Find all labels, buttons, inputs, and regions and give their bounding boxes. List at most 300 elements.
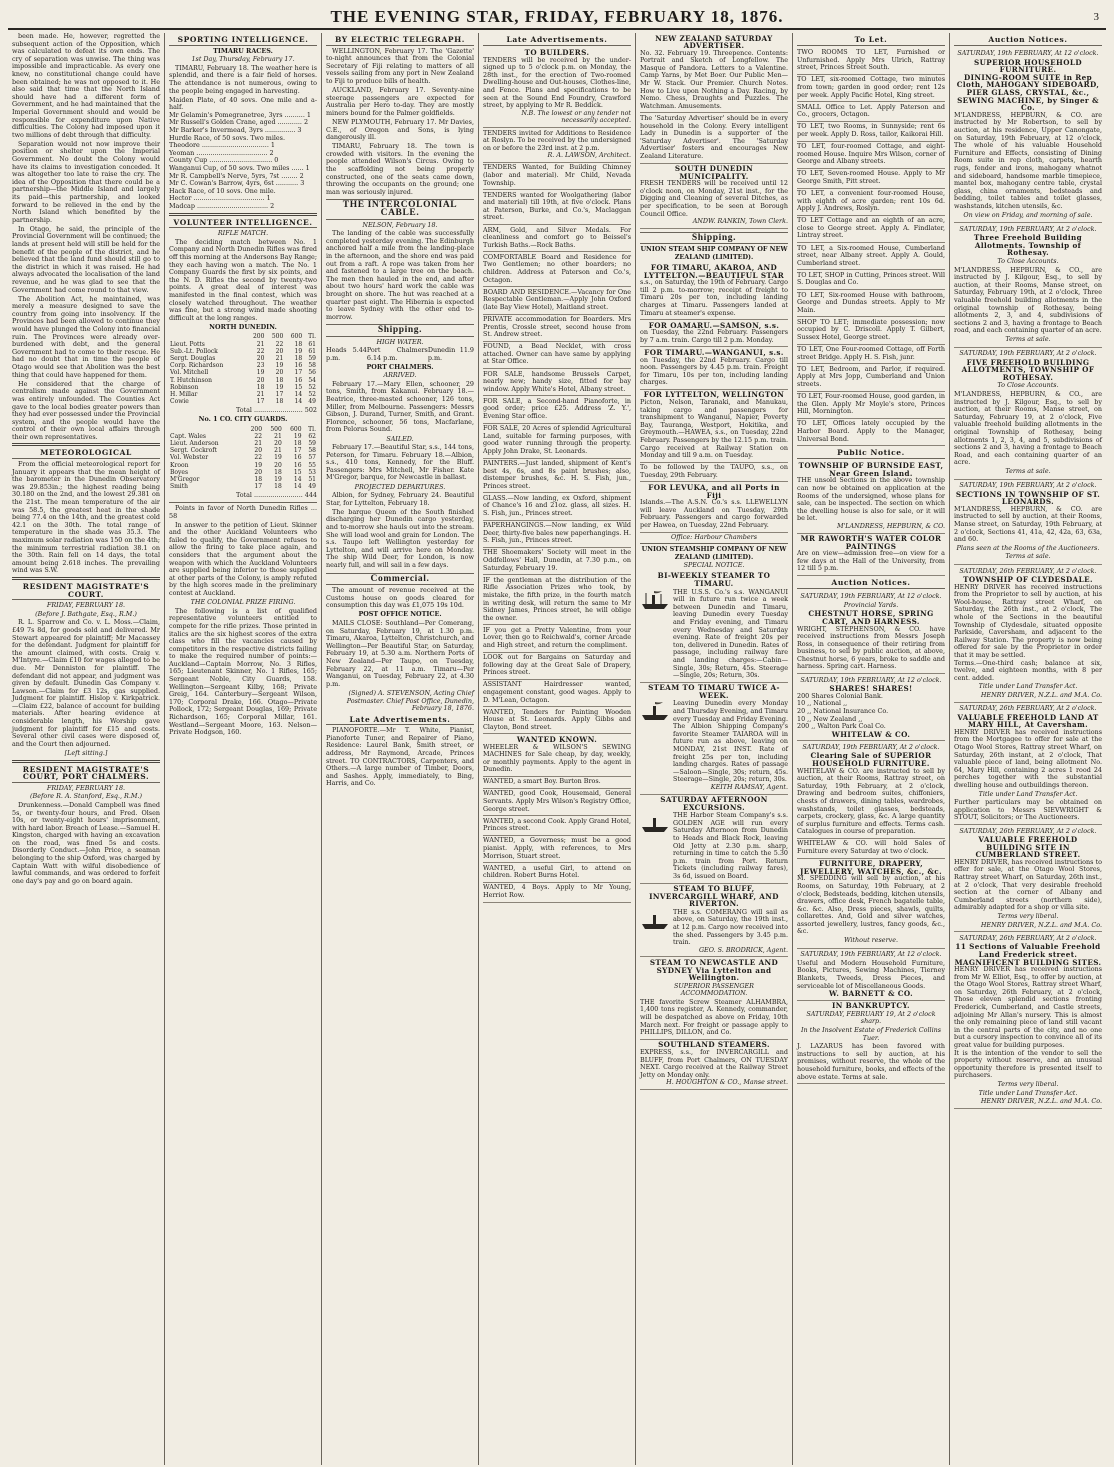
team-title: No. 1 CO. CITY GUARDS. [198, 415, 288, 423]
table-cell: 15 [293, 468, 302, 476]
port-title: PORT CHALMERS. [366, 362, 434, 371]
page-number: 3 [1093, 11, 1100, 23]
ad-text: TO LET, four-roomed Cottage, and eight-roomed House. Inquire Mrs Wilson, corner of George and Albany streets. [797, 142, 945, 166]
ad-text: J. LAZARUS has been favored with instructions to sell by auction, at his premises, without reserve, the whole of the household furniture, books, and effects of the above estate. Terms at sale. [797, 1042, 945, 1081]
table-cell: 20 [254, 447, 263, 455]
ad-text: WANTED, a smart Boy. Burton Bros. [483, 777, 601, 786]
ad-text: ARM, Gold, and Silver Medals. For cleanliness and comfort go to Beissel's Turkish Baths.—Rock Baths. [483, 225, 631, 249]
table-cell: Lieut. Anderson [170, 440, 219, 447]
race-entry: Hector ................................... 1 [169, 194, 271, 203]
advertisement [640, 33, 788, 113]
advertisement [797, 839, 945, 859]
ad-signature: W. BARNETT & CO. [828, 989, 914, 999]
section-heading: Auction Notices. [954, 36, 1102, 46]
race-entry: Wanganui Cup, of 50 sovs. Two miles ...... 1 [169, 164, 310, 172]
ad-heading: IN BANKRUPTCY. [832, 1001, 910, 1011]
arrived-title: ARRIVED. [383, 371, 417, 380]
table-cell: 19 [256, 369, 265, 377]
sailings: February 17.—Beautiful Star, s.s., 144 tons, Peterson, for Timaru. February 18.—Albion, s.s., 410 tons, Kennedy, for the Bluff. Passengers: Mrs Mitchell, Mr Fisher. Kate M'Gregor, barque, for Newcastle in ballast. [326, 443, 474, 482]
ad-text: M. SPEDDING will sell by auction, at his Rooms, on Saturday, 19th February, at 2 o'clock, Bedsteads, bedding, kitchen utensils, drawers, office desk, French bagatelle table, &c. &c. Also, Dress pieces, shawls, quilts, collarettes. And, Gold and silver watches, assorted jewellery, lustres, fancy goods, &c., &c. [797, 874, 945, 936]
ad-date: SATURDAY, 26th FEBRUARY, At 2 o'clock. [959, 933, 1097, 942]
ad-note: Terms at sale. [1005, 466, 1051, 475]
table-cell: 56 [308, 369, 316, 377]
shipping-news: The barque Queen of the South finished discharging her Dunedin cargo yesterday, and to-morrow she hauls out into the stream. She will load wool and grain for London. The s.s. Taupo left Wellington yesterday for Lyttelton, and will arrive here on Monday. The ship Wild Deer, for London, is now nearly full, and will sail in a few days. [326, 507, 474, 569]
column-4 [479, 33, 636, 1465]
ad-text: WRIGHT, STEPHENSON, & CO. have received instructions from Messrs Joseph Ross, in consequence of their retiring from business, to sell by public auction, at above, Chestnut horse, 6 years, broke to saddle and harness. Spring cart. Harness. [797, 624, 945, 671]
ad-date: SATURDAY, 26th FEBRUARY, At 2 o'clock. [959, 704, 1097, 713]
ad-text: HENRY DRIVER has received instructions from the Proprietor to sell by auction, at his Wool-house, Rattray street Wharf, on Saturday, the 26th inst., at 2 o'clock, The whole of the Sections in the beautiful Township of Clydesdale, situated opposite Parkside, Caversham, and adjacent to the Railway Station. The property is now being offered for sale by the Proprietor in order that it may be settled. [954, 582, 1102, 660]
table-cell: 19 [254, 461, 263, 469]
table-cell: 19 [274, 476, 282, 484]
cable-date: NELSON, February 18. [362, 220, 438, 229]
table-cell: 21 [275, 354, 284, 362]
table-cell: 19 [275, 362, 284, 370]
races-intro: TIMARU, February 18. The weather here is splendid, and there is a fair field of horses. The attendance is not numerous, owing to the people being engaged in harvesting. [169, 63, 317, 95]
table-cell: 58 [308, 362, 316, 370]
section-heading: METEOROLOGICAL [12, 449, 160, 459]
ad-subheading: SEWING MACHINE, by Singer & Co. [957, 95, 1099, 113]
table-cell: 20 [274, 440, 282, 447]
advertisement [483, 883, 631, 903]
ad-heading: SHARES! SHARES! [829, 684, 913, 694]
court-bench: (Before J. Bathgate, Esq., R.M.) [35, 609, 137, 618]
table-cell: 23 [256, 362, 265, 370]
advertisement [483, 653, 631, 680]
cable-report: The landing of the cable was successfully completed yesterday evening. The Edinburgh anchored half a mile from the landing-place in the afternoon, and the shore end was paid out from a raft. A rope was taken from her and fastened to a large tree on the beach. The men then hauled in the end, and after about two hours' hard work the cable was brought on shore. The hut was reached at a quarter past eight. The Hibernia is expected to leave Sydney with the other end to-morrow. [326, 229, 474, 321]
table-header-cell [169, 426, 243, 433]
table-cell: Smith [170, 483, 188, 491]
table-cell: 16 [293, 454, 302, 462]
race-entry: Hurdle Race, of 50 sovs. Two miles. [169, 133, 285, 142]
ad-text: THE s.s. COMERANG will sail as above, on Saturday, the 19th inst., at 12 p.m. Cargo now received into the shed. Passengers by 3.45 p.m. train. [673, 907, 788, 947]
table-row [169, 348, 317, 355]
table-cell: 14 [293, 476, 302, 484]
table-cell: 19 [274, 454, 282, 462]
column-6 [793, 33, 950, 1465]
ad-text: TO LET, six-roomed Cottage, two minutes from town; garden in good order; rent 12s per week. Apply Pacific Hotel, King street. [797, 75, 945, 99]
ad-date: SATURDAY, 19th FEBRUARY, At 2 o'clock. [959, 481, 1097, 490]
table-cell: 61 [308, 347, 316, 355]
masthead-title: THE EVENING STAR, FRIDAY, FEBRUARY 18, 1876. [330, 7, 784, 26]
share-item: 200 ,, Walton Park Coal Co. [797, 722, 886, 731]
advertisement [483, 777, 631, 789]
article-paragraph: In Otago, he said, the principle of the Provincial Government will be continued; the lands at present held will still be held for the benefit of the people of the district, and he believed that the land fund should still go to the district in which it was raised. He had always advocated the localisation of the land revenue, and he was glad to see that the Government had come round to that view. [12, 224, 160, 294]
ad-text: TO LET, a Six-roomed House, Cumberland street, near Albany street. Apply A. Gould, Cumberland street. [797, 243, 945, 267]
table-cell: 18 [294, 354, 303, 362]
table-row [169, 391, 317, 398]
ad-signature: WHITELAW & CO. [831, 729, 911, 739]
court-report: Drunkenness.—Donald Campbell was fined 5s, or twenty-four hours, and Fred. Olsen 10s, or twenty-eight hours' imprisonment, with hard labor. Breach of Lease.—Samuel H. Kingston, charged with having an excavation on the road, was fined 5s and costs. Disorderly Conduct.—John Price, a seaman belonging to the ship Oxford, was charged by Captain Watt with wilful disobedience of lawful commands, and was ordered to forfeit one day's pay and go on board again. [12, 800, 160, 885]
ad-subheading: MAGNIFICENT BUILDING SITES. [954, 957, 1102, 967]
section-heading: Late Advertisements. [326, 716, 474, 726]
section-heading: SPORTING INTELLIGENCE. [169, 36, 317, 46]
ad-date: SATURDAY, 19th FEBRUARY, At 12 o'clock. [800, 592, 942, 601]
table-cell: 18 [274, 468, 282, 476]
advertisement [483, 863, 631, 883]
table-cell: 49 [308, 398, 316, 406]
table-cell: 18 [275, 376, 284, 384]
table-header-cell: 200 [252, 333, 265, 341]
ad-note: Title under Land Transfer Act. [978, 682, 1078, 691]
ad-heading: SECTIONS IN TOWNSHIP OF ST. LEONARDS. [955, 489, 1101, 507]
ad-text: TO LET, Four-roomed House, good garden, in the Glen. Apply Mr Moyle's store, Princes Hill, Mornington. [797, 392, 945, 416]
ad-text: IF the gentleman at the distribution of the Rifle Association Prizes who took, by mistake, the fifth prize, in the fourth match in writing desk, will return the same to Mr Sidney James, Princes street, he will oblige the owner. [483, 575, 631, 622]
telegraph-item: AUCKLAND, February 17. Seventy-nine steerage passengers are expected for Australia per Hero to-day. They are mostly miners bound for the Palmer goldfields. [326, 86, 474, 117]
ad-subheading: To Close Accounts. [997, 381, 1059, 390]
article-paragraph: been made. He, however, regretted the subsequent action of the Opposition, which was calculated to defeat its own ends. The cry of separation was unwise. The thing was impossible and impracticable. As every one knew, no constitutional change could have been obtained; he was not opposed to it. He also said that time that the North Island should have had a different form of Government, and he had maintained that the Imperial Government should and would be responsible for expenditure upon Native difficulties. The Colony had imposed upon it two millions of debt through that difficulty. [12, 33, 160, 139]
advertisement [954, 223, 1102, 347]
advertisement [797, 243, 945, 270]
divider [640, 543, 788, 544]
telegraph-item: TIMARU, February 18. The town is crowded with visitors. In the evening the people attended Wilson's Circus. Owing to the scaffolding not being properly constructed, one of the seats came down, throwing the occupants on the ground; one man was seriously injured. [326, 142, 474, 196]
late-advertisement: PIANOFORTE.—Mr T. White, Pianist, Pianoforte Tuner, and Repairer of Piano, Residence: Laurel Bank, Smith street, or address, Mr Raymond, Arcade, Princes street. TO CONTRACTORS, Carpenters, and Others.—A large number of Timber, Doors, and Sashes. Apply, immediately, to Bing, Harris, and Co. [326, 726, 474, 788]
prize-report: In answer to the petition of Lieut. Skinner and the other Auckland Volunteers who failed to qualify, the Government refuses to allow the firing to take place again, and considers that the argument about the weapon with which the Auckland Volunteers are supplied being inferior to those supplied at other parts of the Colony, is amply refuted by the high scores made in the preliminary contest at Auckland. [169, 520, 317, 598]
table-cell: 21 [256, 391, 265, 398]
ad-text: WANTED, Tenders for Painting Wooden House at St. Leonards. Apply Gibbs and Clayton, Bond street. [483, 707, 631, 731]
section-heading: VOLUNTEER INTELLIGENCE. [169, 219, 317, 229]
advertisement [797, 216, 945, 243]
table-cell: 20 [254, 468, 263, 476]
section-heading: BY ELECTRIC TELEGRAPH. [326, 36, 474, 46]
share-item: 20 ,, National Insurance Co. [797, 706, 889, 715]
ad-text: TO LET, SHOP in Cutting, Princes street. Will S. Douglas and Co. [797, 270, 945, 287]
column-7 [950, 33, 1106, 1465]
points-line: Points in favor of North Dunedin Rifles ... 58 [169, 504, 317, 520]
ad-text: WANTED, 4 Boys. Apply to Mr Young, Herriot Row. [483, 883, 631, 899]
ad-text: WANTED, a Governess; must be a good pianist. Apply, with references, to Mrs Morrison, Stuart street. [483, 836, 631, 860]
advertisement [797, 534, 945, 576]
advertisement [483, 680, 631, 707]
table-cell: 22 [275, 340, 284, 348]
advertisement [483, 163, 631, 190]
advertisement [640, 957, 788, 1039]
advertisement-list [640, 33, 788, 229]
score-table [169, 333, 317, 405]
divider [169, 502, 317, 503]
table-header-cell: 600 [290, 425, 302, 433]
advertisement [954, 348, 1102, 480]
advertisement [483, 734, 631, 776]
ad-text: Useful and Modern Household Furniture, Books, Pictures, Sewing Machines, Tierney Blankets, Tweeds, Dress Pieces, and serviceable lot of Miscellaneous Goods. [797, 958, 945, 990]
advertisement [954, 825, 1102, 932]
ad-text: M'LANDRESS, HEPBURN, & CO., are instructed by J. Kilgour, Esq., to sell by auction, at their Rooms, Manse street, on Saturday, February 19, at 2 o'clock, Five valuable freehold building allotments in the original Township of Rothesay, being allotments 1, 2, 3, 4, and 5, subdivisions of sections 2 and 3, having a frontage to Beach Road, and each containing quarter of an acre. [954, 390, 1102, 467]
ad-text: FOR SALE, a Second-hand Pianoforte, in good order; price £25. Address 'Z. Y.', Evening Star office. [483, 396, 631, 421]
ad-note: Terms very liberal. [997, 912, 1059, 921]
ad-text: on Tuesday, the 22nd February. Passengers by 7 a.m. train. Cargo till 2 p.m. Monday. [640, 328, 788, 344]
ad-text: No. 32. February 19. Threepence. Contents: Portrait and Sketch of Longfellow. The Masque of Pandora. Letters to a Valentine. Camp Yarns, by Met Boer. Our Public Men—Mr W. Stack. Our Premier. Church Notes. How to Live upon Nothing a Day. Racing, by Nemo. Chess, Draughts and Puzzles. The Watchman. Amusements. [640, 48, 788, 110]
commercial-report: The amount of revenue received at the Customs house on goods cleared for consumption this day was £1,075 19s 10d. [326, 586, 474, 610]
advertisement [954, 480, 1102, 565]
table-header-row [169, 333, 317, 340]
section-heading: Auction Notices. [797, 579, 945, 589]
advertisement [797, 419, 945, 446]
table-cell: 16 [294, 362, 303, 370]
ad-signature: M'LANDRESS, HEPBURN, & CO. [836, 521, 945, 530]
table-cell: 61 [308, 340, 316, 348]
table-cell: T. Hutchinson [170, 376, 213, 384]
advertisement [797, 317, 945, 344]
team-total: Total ........................ 444 [235, 491, 317, 500]
table-cell: 17 [254, 483, 263, 491]
table-row [169, 483, 317, 490]
ad-text: SMALL Office to Let. Apply Paterson and Co., grocers, Octagon. [797, 102, 945, 119]
advertisement [483, 287, 631, 314]
ad-text: TO LET, a convenient four-roomed House, with eighth of acre garden; rent 10s 6d. Apply J. Andrews, Roslyn. [797, 189, 945, 213]
table-row [169, 369, 317, 376]
ad-date: SATURDAY, 19th FEBRUARY, At 2 o'clock. [959, 349, 1097, 358]
steamship-icon [640, 812, 670, 834]
advertisement [483, 816, 631, 836]
table-row [169, 398, 317, 405]
ad-text: THE favorite Screw Steamer ALHAMBRA, 1,400 tons register, A. Kennedy, commander, will be despatched as above on Friday, 10th March next. For freight or passage apply to PHILLIPS, DILLON, and Co. [640, 997, 788, 1037]
ad-text: THE U.S.S. Co.'s s.s. WANGANUI will in future run twice a week between Dunedin and Timaru, leaving Dunedin every Tuesday and Friday evening, and Timaru every Wednesday and Saturday evening. Rate of freight 20s per ton, delivered in Dunedin. Rates of passage, including railway fare and landing charges:—Cabin—Single, 30s; Return, 45s. Steerage—Single, 20s; Return, 30s. [673, 587, 788, 680]
table-cell: 53 [308, 468, 316, 476]
table-cell: 16 [294, 376, 303, 384]
advertisement [640, 1040, 788, 1090]
sailed-title: SAILED. [386, 434, 414, 443]
ad-text: IF you get a Pretty Valentine, from your Lover, then go to Reichwald's, corner Arcade and High street, and return the compliment. [483, 625, 631, 649]
advertisement [797, 270, 945, 290]
tide-heads: Heads 5.44 p.m. [326, 346, 367, 363]
table-row [169, 384, 317, 391]
ad-heading: Three Freehold Building Allotments. Township of Rothesay. [973, 233, 1083, 258]
advertisement [797, 859, 945, 949]
ad-heading: 11 Sections of Valuable Freehold Land Frederick street. [955, 942, 1101, 959]
ad-heading: SOUTHLAND STEAMERS. [658, 1040, 770, 1050]
ad-text: WHEELER & WILSON'S SEWING MACHINES for Sale cheap, by day, weekly, or monthly payments. Apply to the agent in Dunedin. [483, 742, 631, 774]
ad-text: Further particulars may be obtained on application to Messrs SIEVWRIGHT & STOUT, Solicitors; or The Auctioneers. [954, 798, 1102, 822]
ad-text: BOARD AND RESIDENCE.—Vacancy for One Respectable Gentleman.—Apply John Oxford (late Bay View Hotel), Maitland street. [483, 287, 631, 311]
ad-text: FOR SALE, handsome Brussels Carpet, nearly new; handy size, fitted for bay window. Apply White's Hotel, Albany street. [483, 369, 631, 393]
table-cell: 19 [293, 432, 302, 440]
ad-text: GLASS.—Now landing, ex Oxford, shipment of Chance's 16 and 21oz. glass, all sizes. H. S. Fish, jun., Princes street. [483, 493, 631, 518]
company-title: UNION STEAM SHIP COMPANY OF NEW ZEALAND (LIMITED). [640, 245, 788, 261]
share-item: 10 ,, New Zealand ,, [797, 714, 863, 723]
table-row [169, 377, 317, 384]
advertisement-list [483, 48, 631, 903]
table-cell: Robinson [170, 383, 199, 391]
advertisement [797, 169, 945, 189]
ad-heading: FOR OAMARU.—SAMSON, s.s. [648, 320, 780, 330]
to-let-list [797, 48, 945, 447]
table-cell: 20 [275, 347, 284, 355]
ad-text: COMFORTABLE Board and Residence for Two Gentlemen; no other boarders; no children. Address at Paterson and Co.'s, Octagon. [483, 252, 631, 284]
ad-text: Picton, Nelson, Taranaki, and Manukau, taking cargo and passengers for transhipment to Wanganui, Napier, Poverty Bay, Tauranga, Westport, Hokitika, and Greymouth.—HAWEA, s.s., on Tuesday, 22nd February. Passengers by the 12.15 p.m. train. Cargo received at Railway Station on Monday and till 9 a.m. on Tuesday. [640, 398, 788, 460]
steamship-icon [640, 589, 670, 611]
ad-text: PRIVATE accommodation for Boarders. Mrs Prentis, Crossle street, second house from St. Andrew street. [483, 315, 631, 339]
advertisement [954, 565, 1102, 703]
ad-heading: SATURDAY AFTERNOON EXCURSIONS. [660, 795, 768, 812]
ad-date: SATURDAY, 26th FEBRUARY, At 2 o'clock. [959, 826, 1097, 835]
table-header-cell: Tl. [308, 425, 316, 433]
ad-signature: N.B. The lowest or any tender not necessarily accepted. [521, 108, 631, 125]
ad-heading: Clearing Sale of SUPERIOR HOUSEHOLD FURNITURE. [810, 751, 932, 768]
columns [8, 33, 1106, 1465]
ad-date: SATURDAY, FEBRUARY 19, At 2 o'clock sharp. [806, 1009, 936, 1026]
advertisement [797, 122, 945, 142]
table-header-cell [169, 333, 247, 340]
telegraph-item: WELLINGTON, February 17. The 'Gazette' to-night announces that from the Colonial Secretary of Fiji relating to matters of all vessels sailing from any port in New Zealand to Fiji to produce bills of health. [326, 46, 474, 85]
meteorological-report: From the official meteorological report for January it appears that the mean height of the barometer in the Dunedin Observatory was 29.853in.; the highest reading being 30.180 on the 2nd, and the lowest 29.381 on the 21st. The mean temperature of the air was 58.5, the greatest heat in the shade being 77.4 on the 14th, and the greatest cold 42.1 on the 30th. The total range of temperature in the shade was 35.3. The maximum solar radiation was 150 on the 4th; the minimum terrestrial radiation 38.1 on the 30th. Rain fell on 14 days, the total amount being 2.618 inches. The prevailing wind was S.W. [12, 460, 160, 575]
table-cell: 18 [256, 383, 265, 391]
table-cell: Sub.-Lt. Pollock [170, 347, 218, 355]
divider [12, 443, 160, 446]
ad-heading: FOR LYTTELTON, WELLINGTON [643, 390, 785, 400]
ad-text: s.s., on Saturday, the 19th of February. Cargo till 2 p.m. to-morrow; receipt of freight to Timaru 20s per ton, including landing charges at Timaru. Passengers landed at Timaru at steamer's expense. [640, 278, 788, 317]
table-cell: 21 [274, 432, 282, 440]
ad-heading: TO BUILDERS. [524, 48, 590, 58]
table-cell: Corp. Richardson [170, 362, 224, 370]
table-cell: Vol. Mitchell [170, 369, 209, 377]
section-heading: Shipping. [326, 324, 474, 337]
ad-text: WANTED, a second Cook. Apply Grand Hotel, Princes street. [483, 816, 631, 833]
ad-heading: FOR TIMARU.—WANGANUI, s.s. [644, 347, 784, 357]
ad-text: PAINTERS.—Just landed, shipment of Kent's best 4s, 6s, and 8s paint brushes; also, distemper brushes, &c. H. S. Fish, jun., Princes street. [483, 459, 631, 490]
ad-text: TENDERS will be received by the under-signed up to 5 o'clock p.m. on Monday, the 28th inst., for the erection of Two-roomed Dwelling-house and Out-houses, Clothes-line, and Fence. Plans and specifications to be seen at the Sound End Foundry, Crawford street, by applying to Mr R. Beddick. [483, 55, 631, 110]
ad-text: TO LET, Bedroom, and Parlor, if required. Apply at Mrs Jopp, Cumberland and Union streets. [797, 364, 945, 388]
advertisement [483, 521, 631, 548]
column-2 [165, 33, 322, 1465]
ad-heading: MR RAWORTH'S WATER COLOR PAINTINGS [800, 534, 942, 551]
ad-text: TO LET, Offices lately occupied by the Harbor Board. Apply to the Manager, Universal Bond. [797, 419, 945, 443]
advertisement [640, 390, 788, 463]
table-row [169, 447, 317, 454]
table-header-cell: 600 [290, 333, 303, 341]
ad-text: FRESH TENDERS will be received until 12 o'clock noon, on Monday, 21st inst., for the Digging and Cleaning of several Ditches, as per specification, to be seen at Borough Council Office. [640, 179, 788, 218]
advertisement [483, 836, 631, 863]
ad-signature: R. A. LAWSON, Architect. [547, 151, 631, 160]
article-paragraph: He considered that the charge of centralism made against the Government was entirely unfounded. The Counties Act gave to the local bodies greater powers than they had ever possessed under the Provincial system, and the people would have the control of their own local affairs through their own representatives. [12, 379, 160, 441]
ad-heading: STEAM TO BLUFF, INVERCARGILL WHARF, AND RIVERTON. [649, 884, 779, 909]
ad-text: The 'Saturday Advertiser' should be in every household in the Colony. Every intelligent Lady in Dunedin is a supporter of the 'Saturday Advertiser'. The 'Saturday Advertiser' fosters and encourages New Zealand Literature. [640, 113, 788, 160]
table-cell: 18 [294, 340, 303, 348]
ad-text: M'LANDRESS, HEPBURN, & CO. are instructed by Mr Robertson, to sell by auction, at his residence, Upper Canongate, on Saturday, 19th February, at 12 o'clock, The whole of his valuable Household Furniture and Effects, consisting of Dining Room suite in rep cloth, carpets, hearth rugs, fender and irons, mahogany whatnot and sideboard, handsome marble timepiece, mantel box, mahogany centre table, crystal glass, china ornaments, bedsteads and bedding, toilet tables and toilet glasses, washstands, kitchen utensils, &c. [954, 110, 1102, 210]
arrivals: February 17.—Mary Ellen, schooner, 29 tons, Smith, from Kakanui. February 18.—Beatrice, three-masted schooner, 126 tons, Miller, from Melbourne. Passengers: Messrs Gibson, J. Durand, Turner, Smith, and Grant. Florence, schooner, 56 tons, Macfarlane, from Pelorus Sound. [326, 379, 474, 434]
race-entry: Maiden Plate, of 40 sovs. One mile and a-half. [169, 95, 317, 112]
section-heading: Shipping. [640, 232, 788, 245]
table-cell: 18 [274, 483, 282, 491]
table-cell: Capt. Wales [170, 432, 207, 440]
ad-text: WANTED, good Cook, Housemaid, General Servants. Apply Mrs Wilson's Registry Office, George street. [483, 789, 631, 813]
advertisement [483, 225, 631, 252]
races-list [169, 97, 317, 211]
tides-row [326, 347, 474, 362]
ad-date: SATURDAY, 26th FEBRUARY, At 2 o'clock. [959, 566, 1097, 575]
table-cell: 20 [275, 369, 284, 377]
divider [169, 213, 317, 216]
ad-text: TO LET, One Four-roomed Cottage, off Forth street Bridge. Apply H. S. Fish, junr. [797, 345, 945, 361]
ad-heading: FOR LEVUKA, and all Ports in Fiji [648, 482, 780, 500]
table-cell: 52 [308, 383, 316, 391]
advertisement [797, 290, 945, 317]
ad-text: TENDERS invited for Additions to Residence at Roslyn. To be received by the undersigned on or before the 23rd inst. at 2 p.m. [483, 128, 631, 152]
table-cell: 14 [294, 398, 303, 406]
advertisement [483, 493, 631, 520]
ad-text: FOR SALE, 20 Acres of splendid Agricultural Land, suitable for farming purposes, with good water running through the property. Apply John Drake, St. Leonards. [483, 424, 631, 455]
column-1 [8, 33, 165, 1465]
table-cell: 54 [308, 376, 316, 384]
table-row [169, 341, 317, 348]
ad-heading: SUPERIOR HOUSEHOLD FURNITURE. [974, 57, 1082, 75]
table-cell: Sergt. Douglas [170, 354, 216, 362]
section-heading: Late Advertisements. [483, 36, 631, 46]
ad-signature: HENRY DRIVER, N.Z.L. and M.A. Co. [980, 920, 1102, 929]
table-cell: 19 [275, 383, 284, 391]
table-cell: 20 [256, 354, 265, 362]
advertisement [797, 142, 945, 169]
score-table [169, 426, 317, 491]
advertisement [483, 575, 631, 625]
article-paragraph: Separation would not now improve their position or shelter upon the Imperial Government. No doubt the Colony would have its claims to investigation conceded. It was altogether too late to raise the cry. The idea of the Opposition that there could be a partnership—the Middle Island and largely its paid—this partnership, and looked forward to be relieved in the end by the North Island which benefited by the partnership. [12, 139, 160, 224]
share-item: 200 Shares Colonial Bank. [797, 691, 883, 700]
table-cell: 15 [294, 383, 303, 391]
section-heading: Public Notice. [797, 449, 945, 459]
ad-text: WHITELAW & CO. will hold Sales of Furniture every Saturday at two o'clock. [797, 839, 945, 856]
ad-note: Terms at sale. [1005, 552, 1051, 561]
table-cell: 57 [308, 454, 316, 462]
advertisement [797, 48, 945, 75]
ad-note: Terms at sale. [1005, 334, 1051, 343]
ad-signature: KEITH RAMSAY, Agent. [710, 782, 788, 791]
table-row [169, 355, 317, 362]
ad-text: TWO ROOMS TO LET, Furnished or Unfurnished. Apply Mrs Ulrich, Rattray street, Princes Street South. [797, 48, 945, 72]
table-cell: 55 [308, 461, 316, 469]
ad-heading: SOUTH DUNEDIN MUNICIPALITY. [674, 164, 754, 181]
table-cell: 14 [293, 483, 302, 491]
advertisement [797, 75, 945, 102]
ad-signature: GEO. S. BRODRICK, Agent. [698, 945, 788, 954]
court-bench: (Before R. A. Stanford, Esq., R.M.) [30, 792, 142, 801]
table-cell: Vol. Webster [170, 454, 209, 462]
tide-dunedin: Dunedin 11.9 p.m. [427, 346, 474, 363]
advertisement [483, 789, 631, 816]
table-cell: 62 [308, 432, 316, 440]
advertisement [797, 949, 945, 1001]
table-cell: 20 [256, 376, 265, 384]
ad-text: SHOP TO LET; immediate possession; now occupied by C. Driscoll. Apply T. Gilbert, Sussex Hotel, George street. [797, 317, 945, 341]
advertisement [483, 128, 631, 163]
table-cell: 58 [308, 447, 316, 455]
colonial-title: THE COLONIAL PRIZE FIRING. [190, 598, 296, 607]
ad-note: Without reserve. [843, 936, 899, 945]
advertisement [640, 571, 788, 683]
ad-note: On view on Friday, and morning of sale. [963, 210, 1093, 219]
table-cell: 51 [308, 476, 316, 484]
table-cell: 14 [294, 391, 303, 398]
table-cell: 20 [274, 461, 282, 469]
table-cell: 17 [275, 391, 284, 398]
table-header-cell: Tl. [308, 333, 316, 341]
steamship-icon [640, 909, 670, 931]
ad-note: Plans seen at the Rooms of the Auctioneers. [956, 543, 1100, 552]
ad-heading: FURNITURE, DRAPERY, JEWELLERY, WATCHES, &c., &c. [800, 859, 942, 876]
ad-heading: TOWNSHIP OF BURNSIDE EAST, Near Green Island. [798, 461, 944, 478]
table-row [169, 454, 317, 461]
advertisement [954, 48, 1102, 224]
ad-text: Leaving Dunedin every Monday and Thursday Evening, and Timaru every Tuesday and Friday Evening. The Albion Shipping Company's favorite Steamer TAIAROA will in future run as above, leaving on MONDAY, 21st INST. Rate of freight 25s per ton, including landing charges. Rates of passage—Saloon—Single, 30s; return, 45s. Steerage—Single, 20s; return, 30s. [673, 699, 788, 784]
table-cell: 16 [293, 461, 302, 469]
table-cell: 22 [254, 454, 263, 462]
race-entry: County Cup ............................... 0 [169, 156, 279, 165]
ad-text: WHITELAW & CO. are instructed to sell by auction, at their Rooms, Rattray street, on Saturday, 19th February, at 2 o'clock, Drawing and bedroom suites, chiffoniers, chests of drawers, dining tables, wardrobes, washstands, toilet glasses, bedsteads, carpets, crockery, glass, &c. A large quantity of surplus furniture and effects. Terms cash. Catalogues in course of preparation. [797, 766, 945, 836]
ad-date: SATURDAY, 19th FEBRUARY, At 2 o'clock. [802, 742, 940, 751]
advertisement [640, 795, 788, 884]
table-cell: Cowie [170, 398, 189, 406]
advertisement [483, 252, 631, 287]
ad-text: HENRY DRIVER, has received instructions to offer for sale, at the Otago Wool Stores, Rattray street Wharf, on Saturday, 26th inst., at 2 o'clock, That very desirable freehold section at the corner of Albany and Cumberland streets (northern side), admirably adapted for a shop or villa site. [954, 857, 1102, 912]
share-item: 10 ,, National ,, [797, 699, 848, 708]
ad-text: THE Shoemakers' Society will meet in the Oddfellows' Hall, Dunedin, at 7.30 p.m., on Saturday, February 19. [483, 548, 631, 572]
